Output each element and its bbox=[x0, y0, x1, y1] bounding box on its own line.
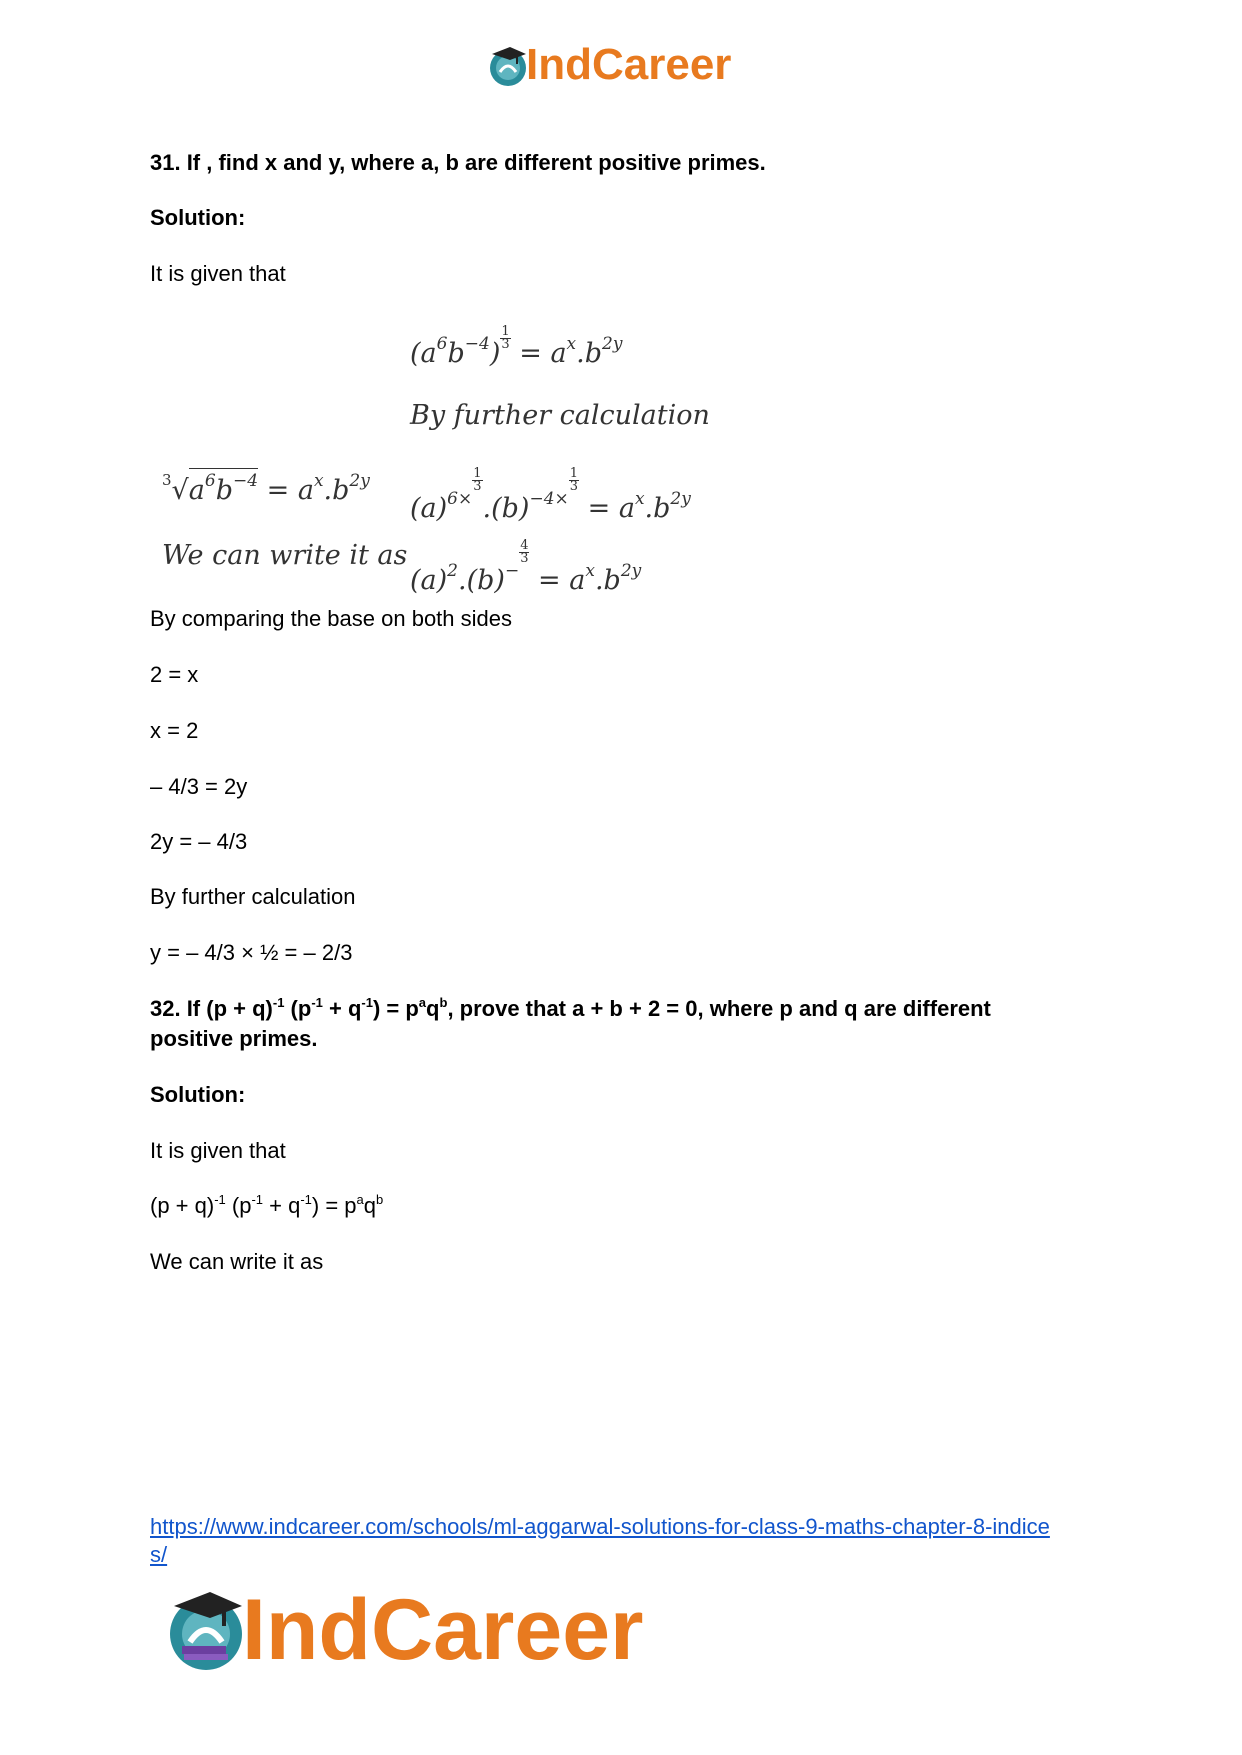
question-32-line-2: positive primes. bbox=[150, 1026, 318, 1051]
math-line-cube-root: $^3$√a6b−4 = ax.b2y bbox=[162, 468, 370, 506]
q31-solution-label: Solution: bbox=[150, 205, 246, 230]
question-32: 32. If $(p + q)^{-1}$ $(p^{-1} + q^{-1}) = p^aq^b$, prove that a + b + 2 = 0, where p and q are different bbox=[150, 995, 991, 1021]
math-line-3: (a)2.(b)− $\frac{4}{3}$ = ax.b2y bbox=[410, 538, 642, 596]
math-we-can-write: We can write it as bbox=[162, 540, 408, 571]
graduation-cap-icon bbox=[486, 44, 530, 88]
footer-logo-text: IndCareer bbox=[242, 1582, 644, 1678]
q31-further: By further calculation bbox=[150, 884, 356, 909]
q31-step-4: 2y = – 4/3 bbox=[150, 829, 248, 854]
question-31: 31. If , find x and y, where a, b are different positive primes. bbox=[150, 150, 766, 175]
q32-given: It is given that bbox=[150, 1138, 286, 1163]
header-logo-text: IndCareer bbox=[526, 40, 732, 89]
math-line-1: (a6b−4) $\frac{1}{3}$ = ax.b2y bbox=[410, 324, 623, 369]
q31-step-1: 2 = x bbox=[150, 662, 199, 687]
q31-final: y = – 4/3 × ½ = – 2/3 bbox=[150, 940, 353, 965]
q31-given: It is given that bbox=[150, 261, 286, 286]
source-link[interactable] bbox=[150, 1513, 1050, 1569]
source-link-line-2: s/ bbox=[150, 1542, 168, 1567]
q32-solution-label: Solution: bbox=[150, 1082, 246, 1107]
q32-equation: $(p + q)^{-1}$ $(p^{-1} + q^{-1}) = p^aq^b$ bbox=[150, 1192, 384, 1218]
source-link-line-1: https://www.indcareer.com/schools/ml-aggarwal-solutions-for-class-9-maths-chapter-8-indice bbox=[150, 1514, 1050, 1539]
q32-write: We can write it as bbox=[150, 1249, 324, 1274]
math-further-calculation: By further calculation bbox=[410, 400, 710, 431]
q31-step-3: – 4/3 = 2y bbox=[150, 774, 248, 799]
q31-step-2: x = 2 bbox=[150, 718, 199, 743]
math-line-2: (a)6× $\frac{1}{3}$ .(b)−4× $\frac{1}{3}$ = ax.b2y bbox=[410, 466, 691, 524]
q31-compare: By comparing the base on both sides bbox=[150, 606, 513, 631]
graduation-cap-icon bbox=[162, 1586, 250, 1674]
